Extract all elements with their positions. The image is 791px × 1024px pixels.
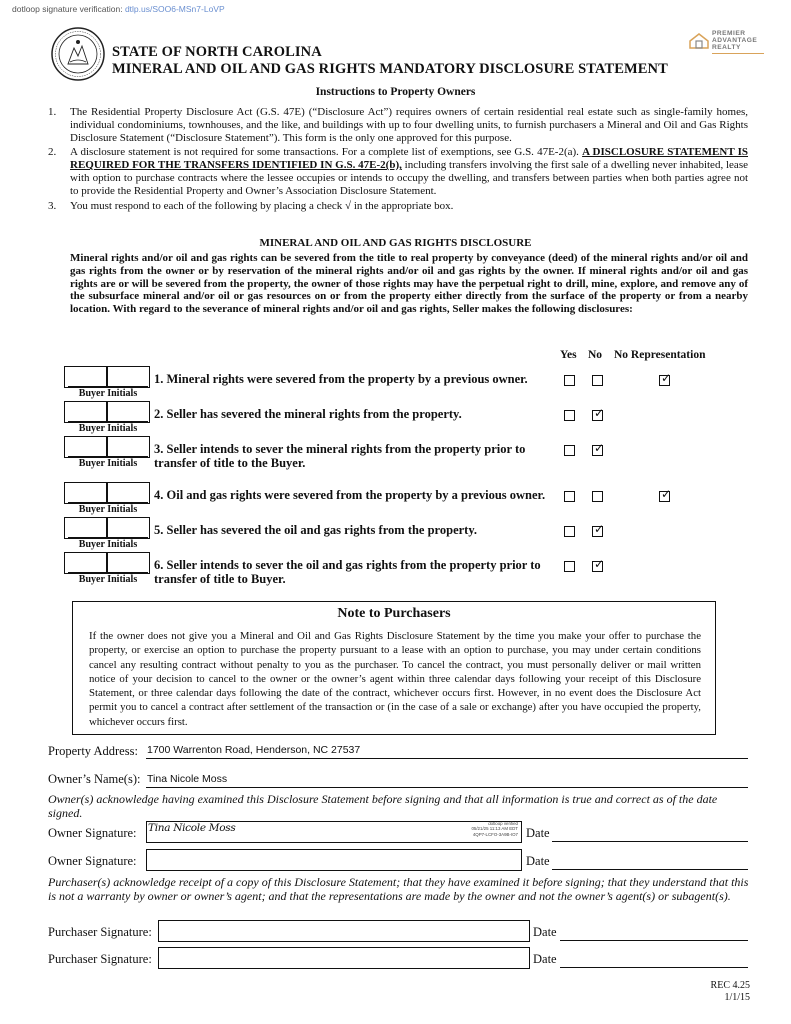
owner-signature-label: Owner Signature: (48, 854, 137, 868)
buyer-initials-box[interactable] (64, 401, 150, 423)
question-text: 5. Seller has severed the oil and gas rights from the property. (154, 523, 478, 537)
buyer-initials-cell[interactable] (64, 517, 107, 539)
brand-line3: REALTY (712, 44, 741, 51)
brand-underline (712, 53, 764, 54)
instruction-number: 1. (48, 106, 57, 118)
instruction-text: You must respond to each of the following by placing a check √ in the appropriate box. (70, 199, 454, 212)
purchaser-date-field[interactable] (560, 940, 748, 941)
property-address-line (146, 758, 748, 759)
mog-title: MINERAL AND OIL AND GAS RIGHTS DISCLOSURE (259, 237, 532, 249)
verification-label: dotloop signature verification: (12, 4, 123, 14)
buyer-initials-cell[interactable] (64, 401, 107, 423)
question-text: 1. Mineral rights were severed from the property by a previous owner. (154, 372, 528, 386)
state-seal-icon (50, 26, 106, 82)
header-title (112, 44, 668, 78)
question-text: 4. Oil and gas rights were severed from the property by a previous owner. (154, 488, 546, 502)
buyer-initials-cell[interactable] (107, 517, 150, 539)
instruction-text: The Residential Property Disclosure Act (G.S. 47E) (“Disclosure Act”) requires owners of certain residential real estate such as single-family homes, individual condominiums, townhouses, and the like, and buildings with up to four dwelling units, to furnish purchasers a Mineral and Oil and Gas Rights Disclosure Statement (“Disclosure Statement”). This form is the only one approved for this purpose. (70, 106, 748, 144)
form-code: REC 4.25 (710, 980, 750, 991)
owner-date-field[interactable] (552, 841, 748, 842)
question-text: 3. Seller intends to sever the mineral rights from the property prior to transfer of title to the Buyer. (154, 442, 526, 470)
header-line1: STATE OF NORTH CAROLINA (112, 44, 322, 60)
owner-date-field[interactable] (552, 869, 748, 870)
verification-link[interactable]: dtlp.us/SOO6-MSn7-LoVP (124, 4, 225, 14)
brand-line1: PREMIER (712, 30, 746, 37)
owner-acknowledgement: Owner(s) acknowledge having examined this Disclosure Statement before signing and that all information is true and correct as of the date signed. (48, 792, 718, 820)
instruction-text: A disclosure statement is not required for some transactions. For a complete list of exemptions, see G.S. 47E-2(a). (70, 146, 583, 159)
buyer-initials-cell[interactable] (107, 482, 150, 504)
col-no-representation: No Representation (614, 349, 706, 361)
purchaser-date-field[interactable] (560, 967, 748, 968)
check-mark-icon: ✓ (661, 371, 672, 385)
owner-date-label: Date (526, 854, 550, 868)
purchaser-signature-label: Purchaser Signature: (48, 952, 152, 966)
buyer-initials-cell[interactable] (64, 552, 107, 574)
buyer-initials-label: Buyer Initials (68, 386, 148, 399)
buyer-initials-box[interactable] (64, 552, 150, 574)
header-line2: MINERAL AND OIL AND GAS RIGHTS MANDATORY DISCLOSURE STATEMENT (112, 61, 668, 77)
note-title: Note to Purchasers (337, 606, 451, 621)
buyer-initials-box[interactable] (64, 482, 150, 504)
buyer-initials-label: Buyer Initials (68, 572, 148, 585)
owner-signature-label: Owner Signature: (48, 826, 137, 840)
buyer-initials-label: Buyer Initials (68, 537, 148, 550)
premier-house-logo-icon (688, 32, 710, 50)
owner-date-label: Date (526, 826, 550, 840)
checkbox-yes[interactable] (564, 526, 575, 537)
question-text: 2. Seller has severed the mineral rights from the property. (154, 407, 462, 421)
stamp-line: 05/21/25 11:13 AM EDT (471, 826, 518, 832)
instruction-number: 3. (48, 199, 57, 212)
form-number (690, 980, 750, 1004)
buyer-initials-cell[interactable] (107, 552, 150, 574)
buyer-initials-cell[interactable] (107, 366, 150, 388)
checkbox-no-representation[interactable] (659, 487, 672, 502)
checkbox-yes[interactable] (564, 375, 575, 386)
mog-text: Mineral rights and/or oil and gas rights can be severed from the title to real property by conveyance (deed) of the mineral rights and/or oil and gas rights from the owner or by reservation of the mineral rights and/or oil and gas rights by the owner. If mineral rights and/or oil and gas rights are or will be severed from the property, the owner of those rights may have the perpetual right to drill, mine, explore, and remove any of the subsurface mineral and/or oil or gas resources on or from the property either directly from the surface of the property or from a nearby location. With regard to the severance of mineral rights and/or oil and gas rights, Seller makes the following disclosures: (70, 252, 748, 316)
purchaser-signature-field[interactable] (158, 947, 530, 969)
owners-name-line (146, 787, 748, 788)
purchaser-date-label: Date (533, 925, 557, 939)
checkbox-no[interactable] (592, 441, 605, 456)
checkbox-yes[interactable] (564, 445, 575, 456)
instruction-emphasis: A DISCLOSURE STATEMENT IS REQUIRED FOR THE TRANSFERS IDENTIFIED IN G.S. 47E-2(b), (70, 146, 749, 172)
dotloop-stamp (454, 821, 518, 837)
instructions-list (48, 106, 748, 214)
checkbox-no[interactable] (592, 491, 603, 502)
col-yes: Yes (560, 349, 577, 361)
checkbox-no[interactable] (592, 522, 605, 537)
owner-signature-field[interactable] (146, 849, 522, 871)
brand-line2: ADVANTAGE (712, 37, 758, 44)
buyer-initials-box[interactable] (64, 436, 150, 458)
checkbox-no-representation[interactable] (659, 371, 672, 386)
check-mark-icon: ✓ (594, 557, 605, 571)
instruction-item (48, 106, 748, 144)
buyer-initials-label: Buyer Initials (68, 502, 148, 515)
purchaser-signature-field[interactable] (158, 920, 530, 942)
form-date: 1/1/15 (724, 992, 750, 1003)
stamp-line: 4QP7-LCFO-3A9B-IO7 (472, 831, 518, 837)
purchaser-acknowledgement: Purchaser(s) acknowledge receipt of a copy of this Disclosure Statement; that they have examined it before signing; that they understand that this is not a warranty by owner or owner’s agent; and that the representations are made by the owner and not the owner’s agent(s) or subagent(s). (48, 875, 749, 903)
brand-name (712, 30, 757, 51)
stamp-line: dotloop verified (488, 821, 518, 826)
buyer-initials-cell[interactable] (64, 482, 107, 504)
buyer-initials-box[interactable] (64, 517, 150, 539)
instruction-text: including transfers involving the first sale of a dwelling never inhabited, lease with option to purchase contracts where the lessee occupies or intends to occupy the dwelling, and transfers between parties when both parties agree not to provide the Residential Property and Owner’s Association Disclosure Statement. (70, 159, 748, 197)
checkbox-no[interactable] (592, 406, 605, 421)
checkbox-yes[interactable] (564, 561, 575, 572)
instructions-title: Instructions to Property Owners (315, 86, 476, 98)
purchaser-signature-label: Purchaser Signature: (48, 925, 152, 939)
checkbox-yes[interactable] (564, 491, 575, 502)
dotloop-verification (12, 4, 225, 14)
owners-name-label: Owner’s Name(s): (48, 772, 141, 786)
owners-name-field[interactable]: Tina Nicole Moss (147, 773, 228, 785)
checkbox-yes[interactable] (564, 410, 575, 421)
col-no: No (588, 349, 603, 361)
question-text: 6. Seller intends to sever the oil and gas rights from the property prior to transfer of title to Buyer. (154, 558, 541, 586)
buyer-initials-box[interactable] (64, 366, 150, 388)
check-mark-icon: ✓ (594, 522, 605, 536)
buyer-initials-label: Buyer Initials (68, 456, 148, 469)
property-address-label: Property Address: (48, 744, 138, 758)
instruction-item (48, 200, 748, 213)
check-mark-icon: ✓ (594, 406, 605, 420)
note-to-purchasers (72, 601, 716, 735)
checkbox-no[interactable] (592, 375, 603, 386)
purchaser-date-label: Date (533, 952, 557, 966)
buyer-initials-label: Buyer Initials (68, 421, 148, 434)
check-mark-icon: ✓ (594, 441, 605, 455)
owner-signature-value: Tina Nicole Moss (148, 822, 236, 834)
instruction-item (48, 146, 748, 197)
brand-logo (686, 30, 766, 60)
buyer-initials-cell[interactable] (107, 436, 150, 458)
buyer-initials-cell[interactable] (107, 401, 150, 423)
property-address-field[interactable]: 1700 Warrenton Road, Henderson, NC 27537 (147, 744, 361, 756)
check-mark-icon: ✓ (661, 487, 672, 501)
instruction-number: 2. (48, 146, 57, 159)
buyer-initials-cell[interactable] (64, 366, 107, 388)
buyer-initials-cell[interactable] (64, 436, 107, 458)
note-text: If the owner does not give you a Mineral and Oil and Gas Rights Disclosure Statement by the time you make your offer to purchase the property, or exercise an option to purchase the property pursuant to a lease with an option to purchase, you may under certain conditions cancel any resulting contract without penalty to you as the purchaser. To cancel the contract, you must personally deliver or mail written notice of your decision to cancel to the owner or the owner’s agent within three calendar days following your receipt of this Disclosure Statement, or three calendar days following the date of the contract, whichever occurs first. However, in no event does the Disclosure Act permit you to cancel a contract after settlement of the transaction or (in the case of a sale or exchange) after you have occupied the property, whichever occurs first. (89, 630, 701, 728)
checkbox-no[interactable] (592, 557, 605, 572)
